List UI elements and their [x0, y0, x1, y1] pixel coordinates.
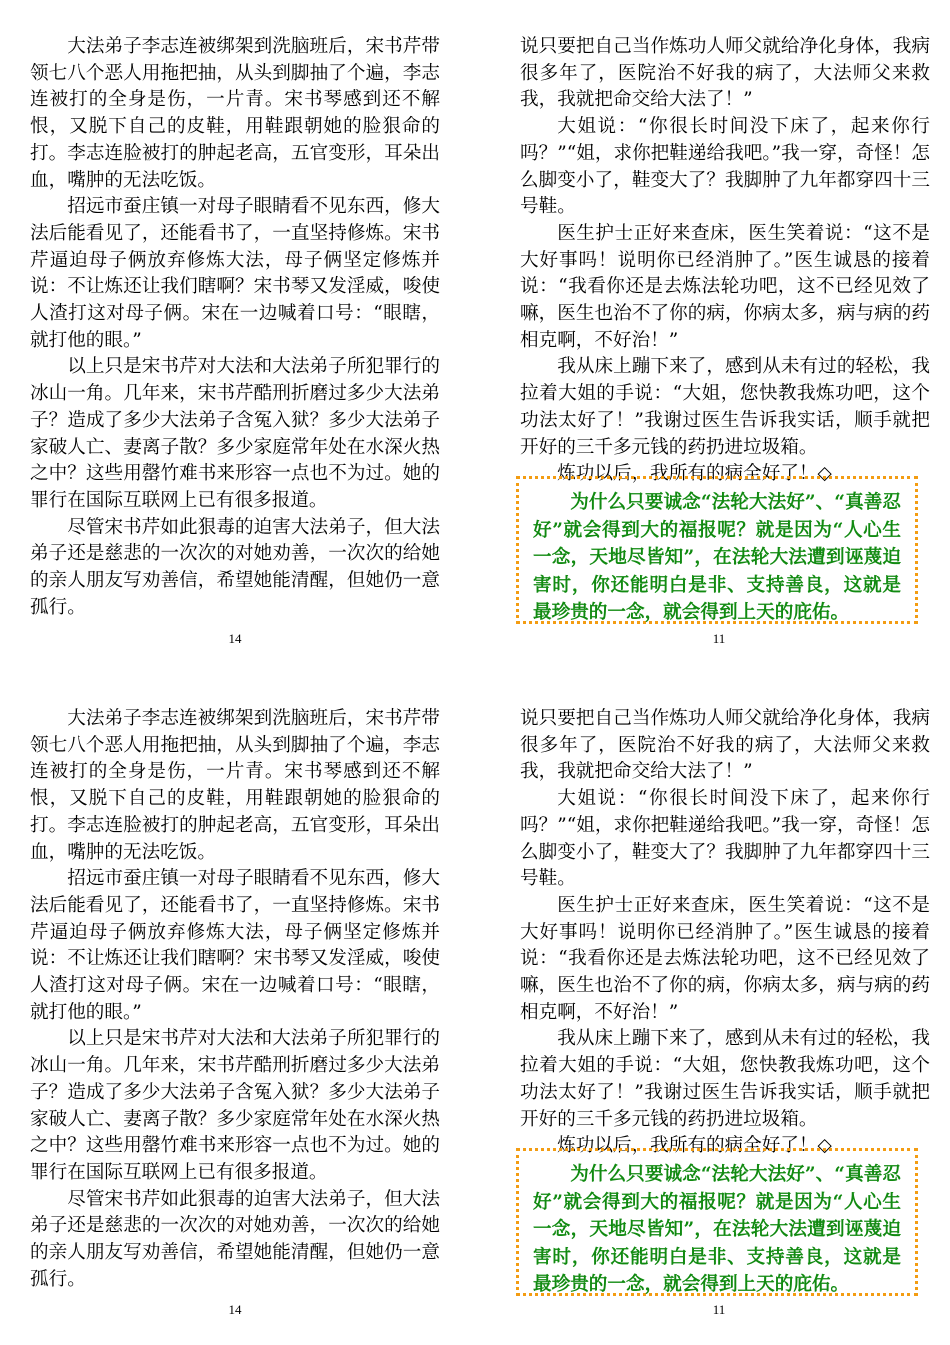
left-page-text [30, 34, 440, 621]
left-page-text [30, 706, 440, 1293]
page-number: 14 [228, 631, 242, 646]
paragraph: 招远市蚕庄镇一对母子眼睛看不见东西，修大法后能看见了，还能看书了，一直坚持修炼。宋书芹逼迫母子俩放弃修炼大法，母子俩坚定修炼并说：不让炼还让我们瞎啊？宋书琴又发淫威，唆使人渣打这对母子俩。宋在一边喊着口号：“眼瞎，就打他的眼。” [30, 868, 440, 1023]
paragraph: 尽管宋书芹如此狠毒的迫害大法弟子，但大法弟子还是慈悲的一次次的对她劝善，一次次的给她的亲人朋友写劝善信，希望她能清醒，但她仍一意孤行。 [30, 516, 440, 618]
paragraph: 医生护士正好来查床，医生笑着说：“这不是大好事吗！说明你已经消肿了。”医生诚恳的接着说：“我看你还是去炼法轮功吧，这不已经见效了嘛，医生也治不了你的病，你病太多，病与病的药相克啊，不好治！” [520, 222, 930, 351]
paragraph: 炼功以后，我所有的病全好了！◇ [557, 463, 832, 485]
paragraph: 大法弟子李志连被绑架到洗脑班后，宋书芹带领七八个恶人用拖把抽，从头到脚抽了个遍，李志连被打的全身是伤，一片青。宋书琴感到还不解恨，又脱下自己的皮鞋，用鞋跟朝她的脸狠命的打。李志连脸被打的肿起老高，五官变形，耳朵出血，嘴肿的无法吃饭。 [30, 36, 440, 191]
paragraph: 我从床上蹦下来了，感到从未有过的轻松，我拉着大姐的手说：“大姐，您快教我炼功吧，这个功法太好了！”我谢过医生告诉我实话，顺手就把开好的三千多元钱的药扔进垃圾箱。 [520, 356, 930, 458]
callout-text: 为什么只要诚念“法轮大法好”、“真善忍好”就会得到大的福报呢？就是因为“人心生一念，天地尽皆知”，在法轮大法遭到诬蔑迫害时，你还能明白是非、支持善良，这就是最珍贵的一念，就会得到上天的庇佑。 [533, 1164, 901, 1295]
paragraph: 说只要把自己当作炼功人师父就给净化身体，我病很多年了，医院治不好我的病了，大法师父来救我，我就把命交给大法了！” [520, 708, 930, 783]
callout-text: 为什么只要诚念“法轮大法好”、“真善忍好”就会得到大的福报呢？就是因为“人心生一念，天地尽皆知”，在法轮大法遭到诬蔑迫害时，你还能明白是非、支持善良，这就是最珍贵的一念，就会得到上天的庇佑。 [533, 492, 901, 623]
paragraph: 医生护士正好来查床，医生笑着说：“这不是大好事吗！说明你已经消肿了。”医生诚恳的接着说：“我看你还是去炼法轮功吧，这不已经见效了嘛，医生也治不了你的病，你病太多，病与病的药相克啊，不好治！” [520, 894, 930, 1023]
paragraph: 以上只是宋书芹对大法和大法弟子所犯罪行的冰山一角。几年来，宋书芹酷刑折磨过多少大法弟子？造成了多少大法弟子含冤入狱？多少大法弟子家破人亡、妻离子散？多少家庭常年处在水深火热之中？这些用罄竹难书来形容一点也不为过。她的罪行在国际互联网上已有很多报道。 [30, 356, 440, 511]
paragraph: 大姐说：“你很长时间没下床了，起来你行吗？”“姐，求你把鞋递给我吧。”我一穿，奇怪！怎么脚变小了，鞋变大了？我脚肿了九年都穿四十三号鞋。 [520, 116, 930, 218]
right-page-text [520, 706, 930, 1160]
paragraph: 大姐说：“你很长时间没下床了，起来你行吗？”“姐，求你把鞋递给我吧。”我一穿，奇怪！怎么脚变小了，鞋变大了？我脚肿了九年都穿四十三号鞋。 [520, 788, 930, 890]
paragraph: 以上只是宋书芹对大法和大法弟子所犯罪行的冰山一角。几年来，宋书芹酷刑折磨过多少大法弟子？造成了多少大法弟子含冤入狱？多少大法弟子家破人亡、妻离子散？多少家庭常年处在水深火热之中？这些用罄竹难书来形容一点也不为过。她的罪行在国际互联网上已有很多报道。 [30, 1028, 440, 1183]
right-page-text [520, 34, 930, 488]
page-number: 11 [712, 1302, 726, 1317]
paragraph: 招远市蚕庄镇一对母子眼睛看不见东西，修大法后能看见了，还能看书了，一直坚持修炼。宋书芹逼迫母子俩放弃修炼大法，母子俩坚定修炼并说：不让炼还让我们瞎啊？宋书琴又发淫威，唆使人渣打这对母子俩。宋在一边喊着口号：“眼瞎，就打他的眼。” [30, 196, 440, 351]
paragraph: 说只要把自己当作炼功人师父就给净化身体，我病很多年了，医院治不好我的病了，大法师父来救我，我就把命交给大法了！” [520, 36, 930, 111]
paragraph: 炼功以后，我所有的病全好了！◇ [557, 1135, 832, 1157]
page-number: 11 [712, 631, 726, 646]
callout-box [516, 1148, 918, 1296]
paragraph: 我从床上蹦下来了，感到从未有过的轻松，我拉着大姐的手说：“大姐，您快教我炼功吧，这个功法太好了！”我谢过医生告诉我实话，顺手就把开好的三千多元钱的药扔进垃圾箱。 [520, 1028, 930, 1130]
paragraph: 尽管宋书芹如此狠毒的迫害大法弟子，但大法弟子还是慈悲的一次次的对她劝善，一次次的给她的亲人朋友写劝善信，希望她能清醒，但她仍一意孤行。 [30, 1188, 440, 1290]
paragraph: 大法弟子李志连被绑架到洗脑班后，宋书芹带领七八个恶人用拖把抽，从头到脚抽了个遍，李志连被打的全身是伤，一片青。宋书琴感到还不解恨，又脱下自己的皮鞋，用鞋跟朝她的脸狠命的打。李志连脸被打的肿起老高，五官变形，耳朵出血，嘴肿的无法吃饭。 [30, 708, 440, 863]
callout-box [516, 476, 918, 624]
page-number: 14 [228, 1302, 242, 1317]
